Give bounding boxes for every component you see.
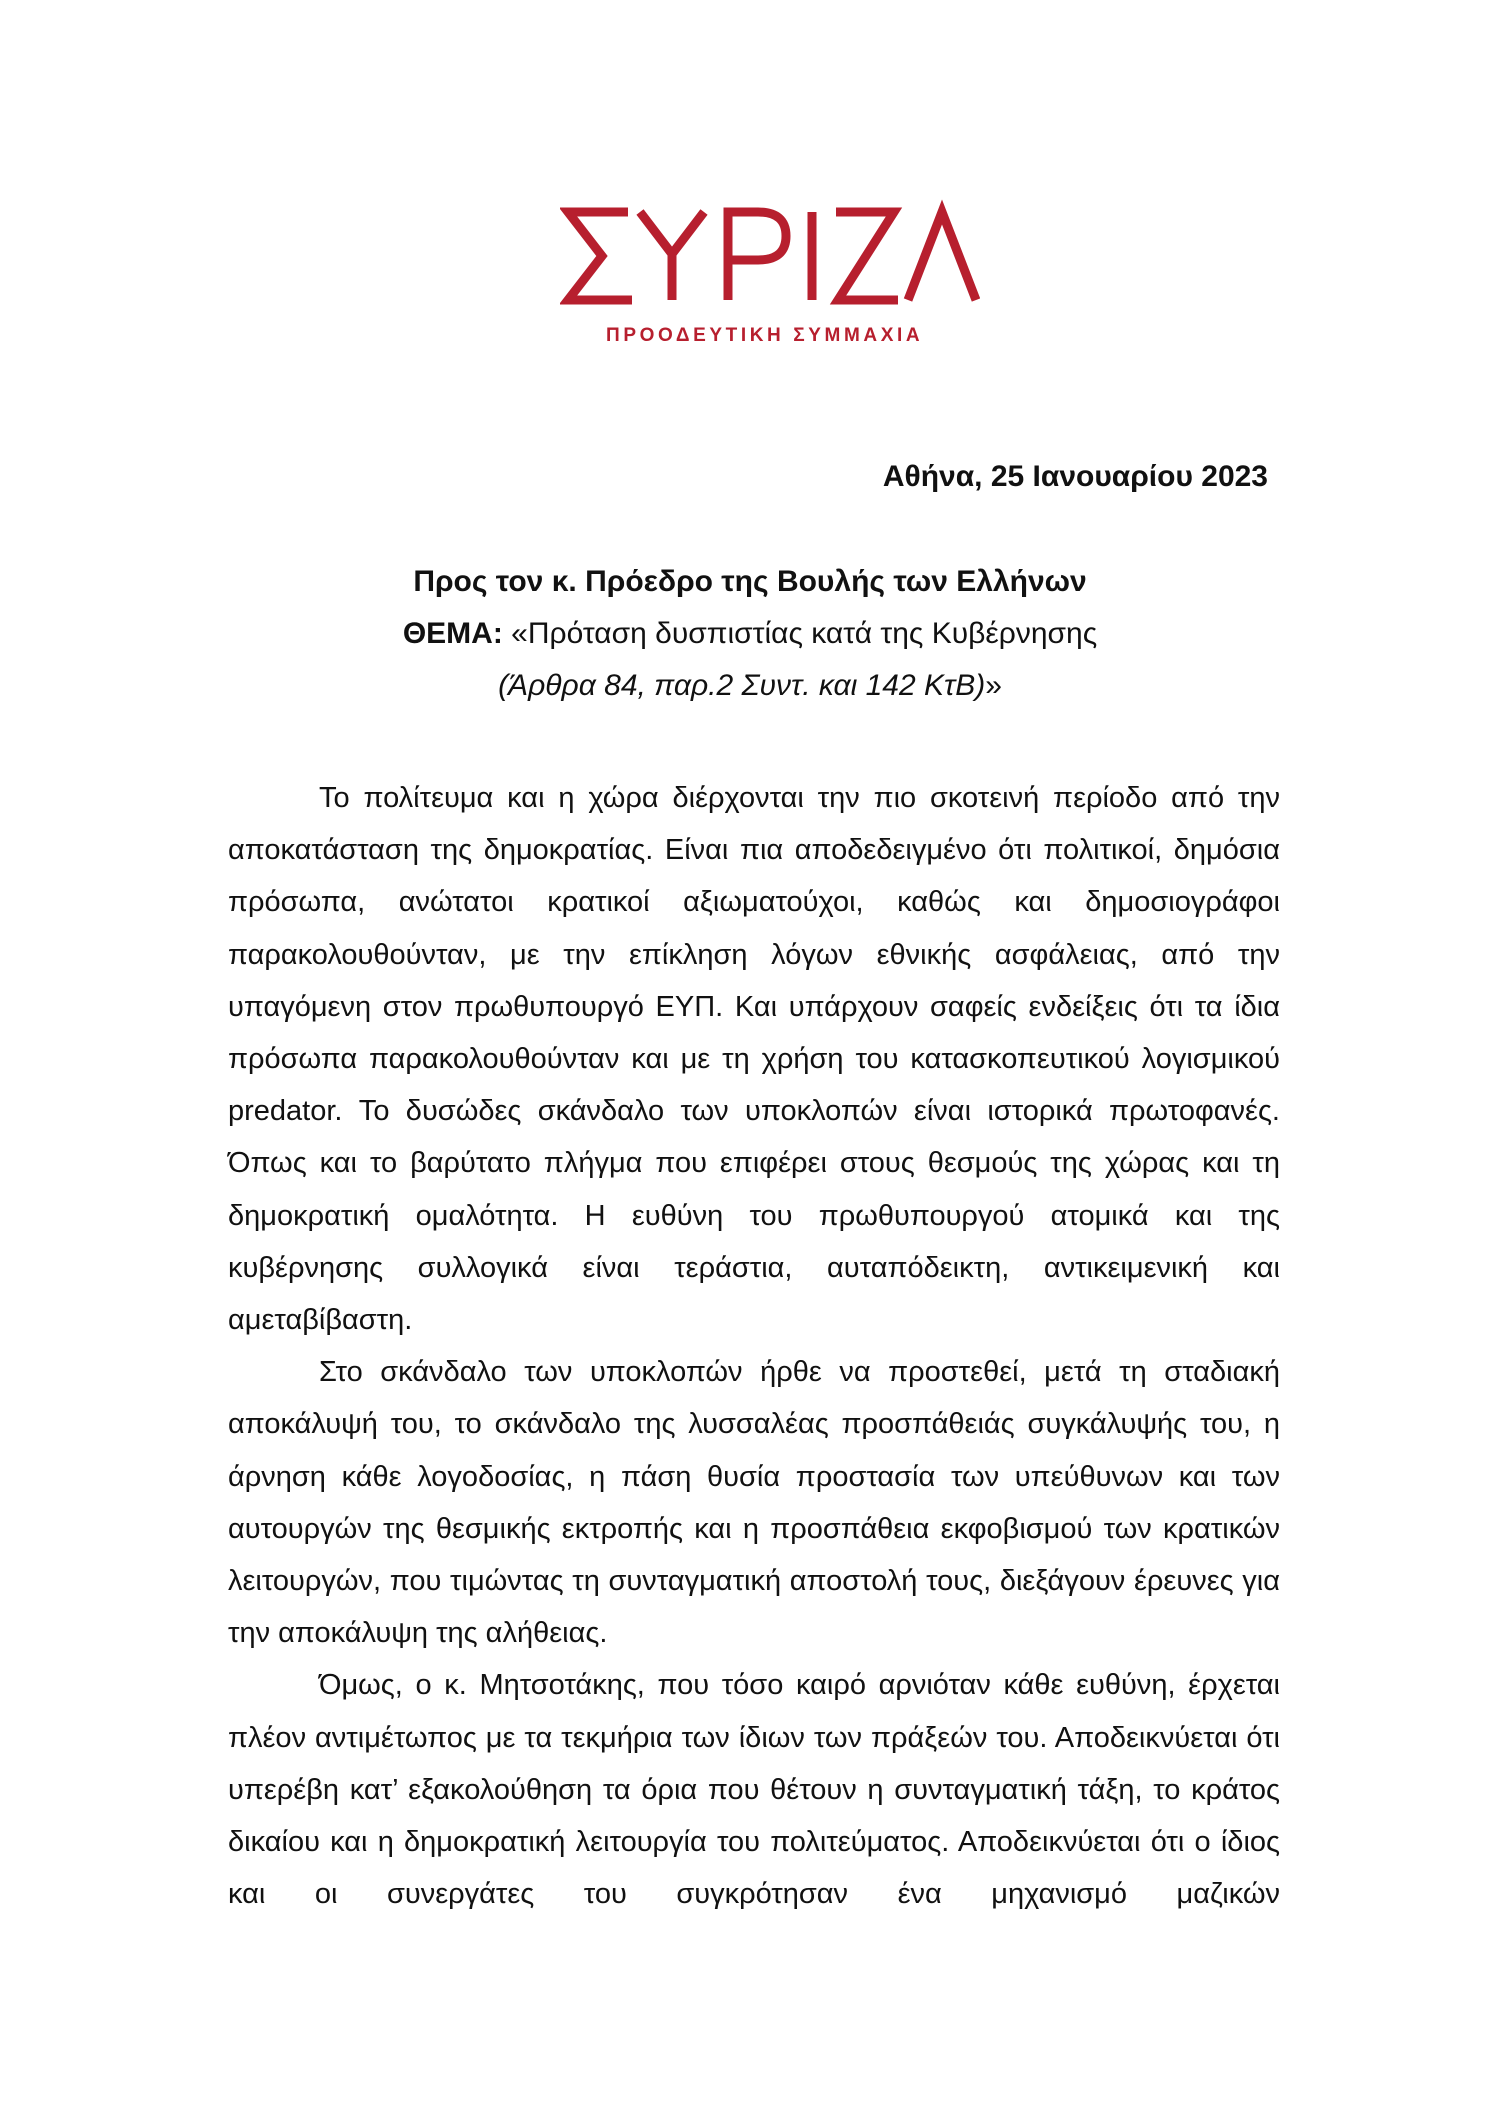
recipient-line: Προς τον κ. Πρόεδρο της Βουλής των Ελλήνων (413, 565, 1087, 598)
paragraph: Το πολίτευμα και η χώρα διέρχονται την πιο σκοτεινή περίοδο από την αποκατάσταση της δημοκρατίας. Είναι πια αποδεδειγμένο ότι πολιτικοί, δημόσια πρόσωπα, ανώτατοι κρατικοί αξιωματούχοι, καθώς και δημοσιογράφοι παρακολουθούνταν, με την επίκληση λόγων εθνικής ασφάλειας, από την υπαγόμενη στον πρωθυπουργό ΕΥΠ. Και υπάρχουν σαφείς ενδείξεις ότι τα ίδια πρόσωπα παρακολουθούνταν και με τη χρήση του κατασκοπευτικού λογισμικού predator. Το δυσώδες σκάνδαλο των υποκλοπών είναι ιστορικά πρωτοφανές. Όπως και το βαρύτατο πλήγμα που επιφέρει στους θεσμούς της χώρας και τη δημοκρατική ομαλότητα. Η ευθύνη του πρωθυπουργού ατομικά και της κυβέρνησης συλλογικά είναι τεράστια, αυταπόδεικτη, αντικειμενική και αμεταβίβαστη. (228, 782, 1280, 1337)
articles-text: (Άρθρα 84, παρ.2 Συντ. και 142 ΚτΒ) (498, 669, 986, 702)
paragraph: Στο σκάνδαλο των υποκλοπών ήρθε να προστεθεί, μετά τη σταδιακή αποκάλυψή του, το σκάνδαλο της λυσσαλέας προσπάθειάς συγκάλυψής του, η άρνηση κάθε λογοδοσίας, η πάση θυσία προστασία των υπεύθυνων και των αυτουργών της θεσμικής εκτροπής και η προσπάθεια εκφοβισμού των κρατικών λειτουργών, που τιμώντας τη συνταγματική αποστολή τους, διεξάγουν έρευνες για την αποκάλυψη της αλήθειας. (228, 1356, 1280, 1650)
subject-line (0, 617, 1500, 651)
subject-label: ΘΕΜΑ: (402, 617, 503, 650)
articles-close: » (985, 669, 1002, 702)
articles-line (0, 669, 1500, 703)
syriza-logo (560, 190, 980, 360)
paragraph: Όμως, ο κ. Μητσοτάκης, που τόσο καιρό αρνιόταν κάθε ευθύνη, έρχεται πλέον αντιμέτωπος με τα τεκμήρια των ίδιων των πράξεών του. Αποδεικνύεται ότι υπερέβη κατ’ εξακολούθηση τα όρια που θέτουν η συνταγματική τάξη, το κράτος δικαίου και η δημοκρατική λειτουργία του πολιτεύματος. Αποδεικνύεται ότι ο ίδιος και οι συνεργάτες του συγκρότησαν ένα μηχανισμό μαζικών (228, 1669, 1280, 1911)
document-body (228, 772, 1280, 1920)
logo-subtitle: ΠΡΟΟΔΕΥΤΙΚΗ ΣΥΜΜΑΧΙΑ (606, 325, 924, 346)
subject-text: «Πρόταση δυσπιστίας κατά της Κυβέρνησης (502, 617, 1098, 650)
document-date: Αθήνα, 25 Ιανουαρίου 2023 (882, 460, 1268, 493)
syriza-wordmark-icon (560, 190, 980, 320)
svg-text:ΣΥΡΙΖΑ: ΣΥΡΙΖΑ (560, 190, 564, 191)
